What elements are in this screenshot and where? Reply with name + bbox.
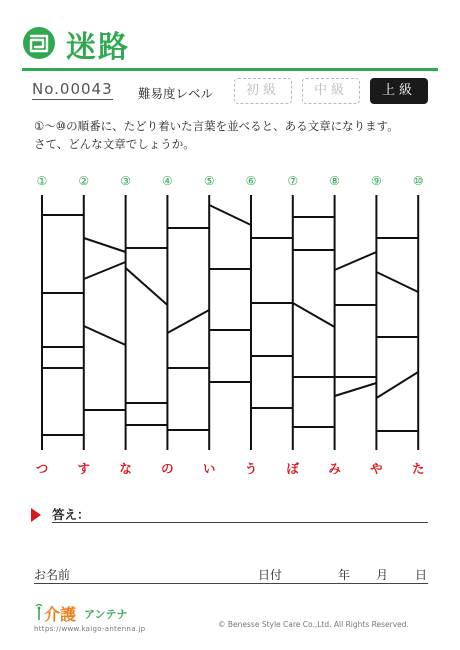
maze-rung [209,205,251,225]
maze-start-label: ⑩ [412,174,424,188]
footer-brand: 介護 [44,605,77,624]
ladder-maze [0,165,460,485]
instruction-line-1: ①～⑩の順番に、たどり着いた言葉を並べると、ある文章になります。 [34,119,399,133]
puzzle-number: No.00043 [32,80,113,98]
level-intermediate-badge: 中級 [302,78,360,104]
maze-start-label: ⑧ [329,174,340,188]
maze-logo-icon [22,26,56,60]
maze-rung [376,272,418,292]
footer-url[interactable]: https://www.kaigo-antenna.jp [34,625,146,633]
maze-rung [293,303,335,327]
maze-start-label: ④ [162,174,173,188]
title-divider [22,68,438,71]
maze-start-label: ① [36,174,48,188]
maze-start-label: ⑨ [371,174,382,188]
maze-end-label: の [161,461,174,476]
maze-start-label: ③ [120,174,131,188]
answer-label: 答え： [52,507,90,522]
maze-end-label: や [370,461,383,476]
maze-end-label: み [328,461,341,476]
level-beginner-badge: 初級 [234,78,292,104]
maze-rung [335,383,377,396]
date-label: 日付 [258,568,283,582]
year-label: 年 [338,568,351,582]
maze-end-label: つ [35,461,49,476]
instruction-line-2: さて、どんな文章でしょうか。 [34,137,195,151]
maze-rung [335,252,377,270]
maze-start-label: ⑥ [245,174,257,188]
answer-input[interactable] [96,503,420,523]
page-title: 迷路 [66,30,130,65]
name-underline [34,583,428,584]
answer-arrow-icon [31,508,41,522]
answer-underline [52,522,428,523]
maze-end-label: た [411,461,425,476]
maze-start-label: ⑤ [203,174,215,188]
maze-start-label: ② [78,174,90,188]
maze-rung [84,262,126,279]
name-label: お名前 [34,568,71,582]
maze-end-label: う [244,461,258,476]
day-label: 日 [415,568,428,582]
level-advanced-badge: 上級 [370,78,428,104]
maze-rung [126,268,168,305]
maze-start-label: ⑦ [287,174,299,188]
month-label: 月 [376,568,389,582]
maze-end-label: い [202,461,216,476]
maze-rung [84,238,126,252]
maze-end-label: ぼ [286,461,300,476]
maze-rung [167,310,209,333]
maze-rung [84,326,126,345]
footer-brand-sub: アンテナ [84,608,128,621]
antenna-icon [34,603,44,621]
difficulty-label: 難易度レベル [138,86,214,101]
maze-rung [376,372,418,398]
maze-end-label: す [77,461,91,476]
copyright-text: © Benesse Style Care Co.,Ltd. All Rights Reserved. [218,620,409,629]
maze-end-label: な [119,461,132,476]
